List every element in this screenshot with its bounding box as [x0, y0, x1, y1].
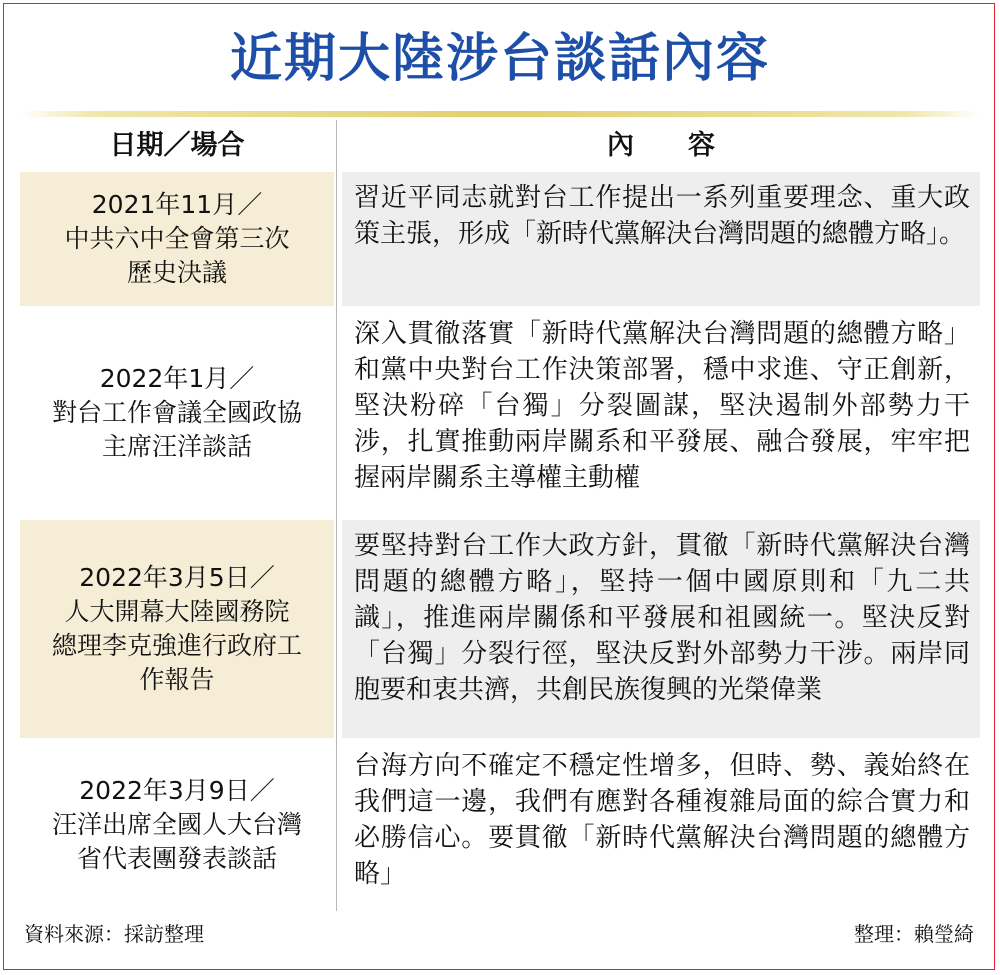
row-date-cell — [20, 740, 334, 910]
source-note: 資料來源：採訪整理 — [24, 922, 204, 946]
date-line: 汪洋出席全國人大台灣 — [51, 810, 302, 839]
date-line: 2022年3月5日／ — [79, 563, 275, 592]
row-date-cell — [20, 520, 334, 738]
date-line: 2022年1月／ — [99, 364, 255, 393]
row-content-cell: 要堅持對台工作大政方針，貫徹「新時代黨解決台灣問題的總體方略」，堅持一個中國原則和「九二共識」，推進兩岸關係和平發展和祖國統一。堅決反對「台獨」分裂行徑，堅決反對外部勢力干涉。兩岸同胞要和衷共濟，共創民族復興的光榮偉業 — [342, 520, 980, 738]
row-content-cell: 深入貫徹落實「新時代黨解決台灣問題的總體方略」和黨中央對台工作決策部署，穩中求進、守正創新，堅決粉碎「台獨」分裂圖謀，堅決遏制外部勢力干涉，扎實推動兩岸關系和平發展、融合發展，牢牢把握兩岸關系主導權主動權 — [354, 319, 970, 493]
header-content: 內 容 — [607, 130, 715, 161]
header-date: 日期／場合 — [109, 130, 245, 161]
table-header — [20, 122, 980, 170]
date-line: 省代表團發表談話 — [76, 844, 277, 873]
date-line: 人大開幕大陸國務院 — [64, 597, 290, 626]
date-line: 歷史決議 — [126, 258, 227, 287]
table-row — [20, 740, 980, 910]
date-line: 2022年3月9日／ — [79, 776, 275, 805]
table-row — [20, 172, 980, 306]
editor-credit: 整理：賴瑩綺 — [854, 922, 974, 946]
date-line: 2021年11月／ — [91, 190, 263, 219]
date-line: 中共六中全會第三次 — [64, 224, 290, 253]
page-title: 近期大陸涉台談話內容 — [229, 29, 770, 89]
row-content-cell: 習近平同志就對台工作提出一系列重要理念、重大政策主張，形成「新時代黨解決台灣問題的總體方略」。 — [342, 172, 980, 306]
row-date-cell — [20, 172, 334, 306]
title-underline — [20, 111, 980, 117]
table-row — [20, 308, 980, 518]
date-line: 作報告 — [139, 665, 215, 694]
date-line: 對台工作會議全國政協 — [51, 398, 302, 427]
table-row — [20, 520, 980, 738]
row-date-cell — [20, 308, 334, 518]
row-content-cell: 台海方向不確定不穩定性增多，但時、勢、義始終在我們這一邊，我們有應對各種複雜局面的綜合實力和必勝信心。要貫徹「新時代黨解決台灣問題的總體方略」 — [354, 751, 970, 889]
date-line: 主席汪洋談話 — [101, 432, 252, 461]
date-line: 總理李克強進行政府工 — [51, 631, 302, 660]
